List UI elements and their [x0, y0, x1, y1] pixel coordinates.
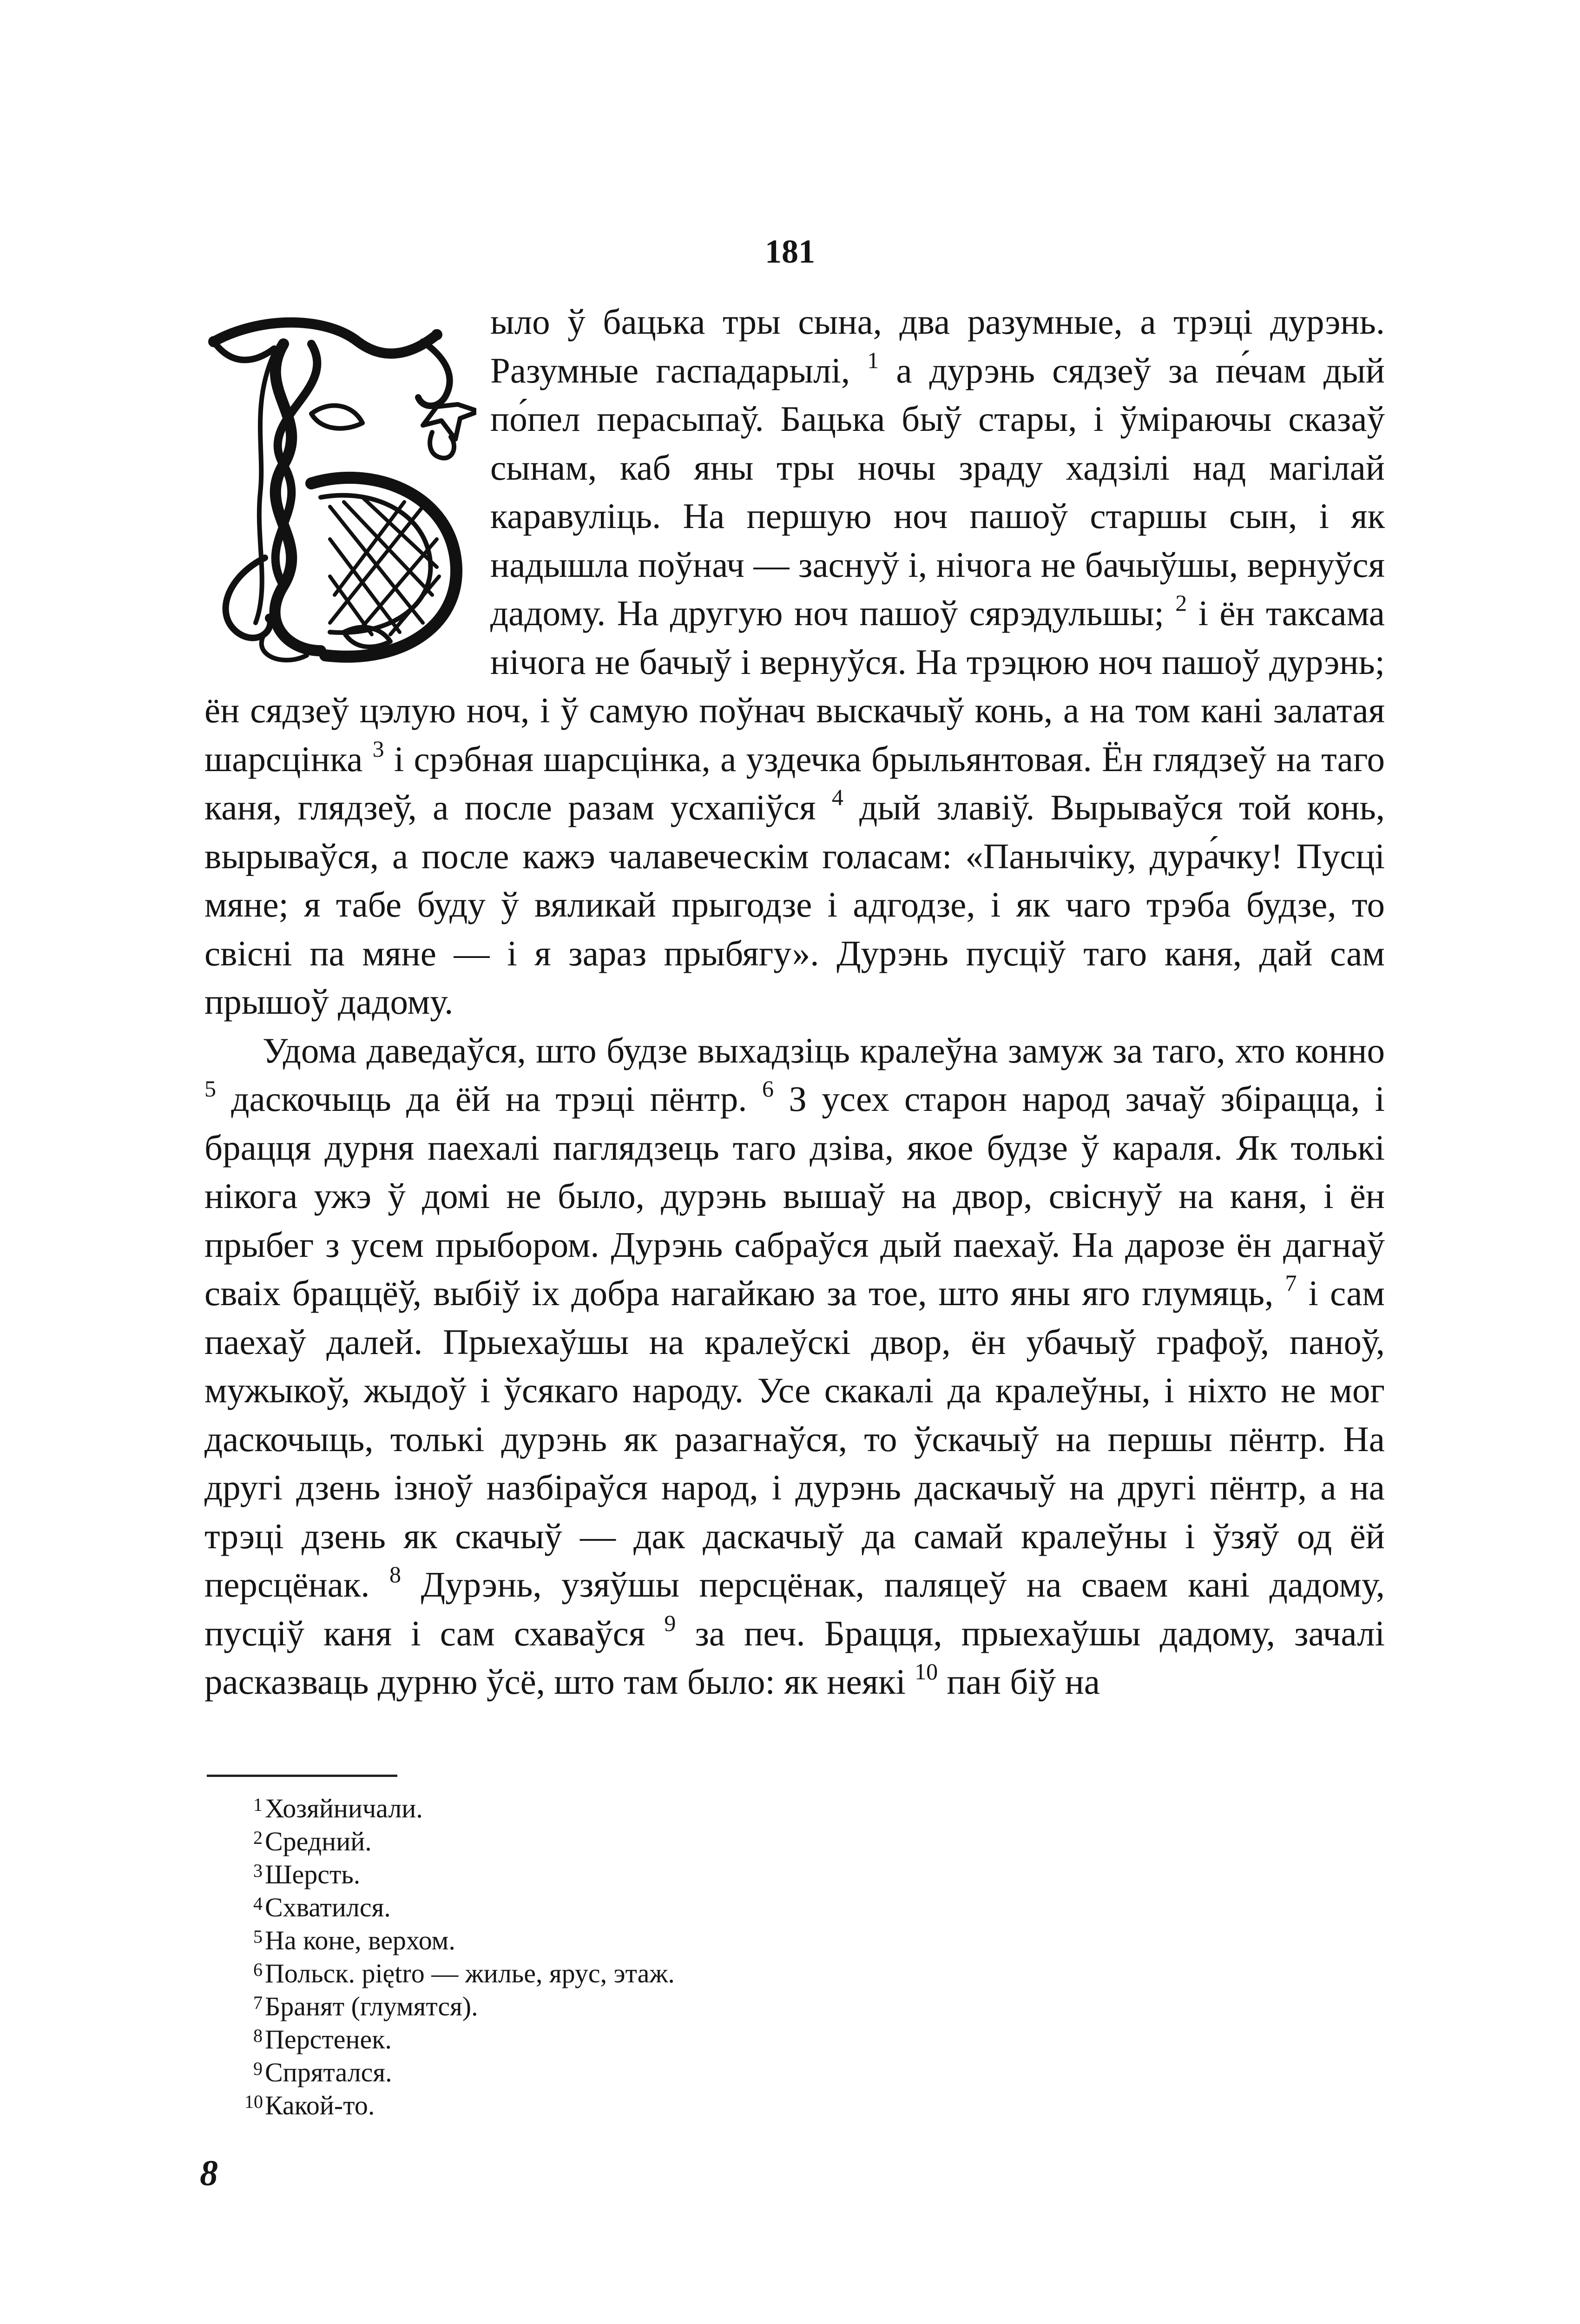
footnote-ref[interactable]: 6 — [762, 1076, 774, 1102]
footnote-item: 10 Какой-то. — [244, 2090, 375, 2120]
footnote-item: 1 Хозяйничали. — [253, 1793, 423, 1823]
footnote-ref[interactable]: 4 — [831, 784, 843, 811]
footnote-item: 3 Шерсть. — [253, 1859, 361, 1889]
footnote-ref[interactable]: 7 — [1285, 1270, 1297, 1296]
footnote-ref[interactable]: 3 — [372, 735, 384, 762]
story-text — [204, 297, 1385, 1706]
footnote-item: 6 Польск. piętro — жилье, ярус, этаж. — [253, 1958, 675, 1988]
footnote-ref[interactable]: 10 — [915, 1658, 938, 1685]
footnote-item: 5 На коне, верхом. — [253, 1925, 455, 1955]
footnote-item: 8 Перстенек. — [253, 2024, 392, 2054]
page-number: 181 — [765, 233, 815, 270]
paragraph-2: Удома даведаўся, што будзе выхадзіць кралеўна замуж за таго, хто конно $^5$ даскочыць да ёй на трэці пёнтр. $^6$ З усех старон народ зачаў збірацца, і брацця дурня паехалі паглядзець таго дзіва, якое будзе ў караля. Як толькі нікога ужэ ў домі не было, дурэнь вышаў на двор, свіснуў на каня, і ён прыбег з усем прыбором. Дурэнь сабраўся дый паехаў. На дарозе ён дагнаў сваіх браццёў, выбіў іх добра нагайкаю за тое, што яны яго глумяць, $^7$ і сам паехаў далей. Прыехаўшы на кралеўскі двор, ён убачыў графоў, паноў, мужыкоў, жыдоў і ўсякаго народу. Усе скакалі да кралеўны, і ніхто не мог даскочыць, толькі дурэнь як разагнаўся, то ўскачыў на першы пёнтр. На другі дзень ізноў назбіраўся народ, і дурэнь даскачыў на другі пёнтр, а на трэці дзень як скачыў — дак даскачыў да самай кралеўны і ўзяў од ёй персцёнак. $^8$ Дурэнь, узяўшы персцёнак, паляцеў на сваем кані дадому, пусціў каня і сам схаваўся $^9$ за печ. Брацця, прыехаўшы дадому, зачалі расказваць дурню ўсё, што там было: як неякі $^{10}$ пан біў на — [204, 1030, 1385, 1702]
footnote-item: 7 Бранят (глумятся). — [253, 1991, 478, 2021]
footnote-list — [244, 1792, 1194, 2122]
footnote-item: 4 Схватился. — [253, 1892, 391, 1922]
footnote-ref[interactable]: 5 — [204, 1076, 216, 1102]
ornate-letter-b-icon — [204, 297, 476, 665]
footnote-ref[interactable]: 9 — [664, 1610, 676, 1636]
footnote-ref[interactable]: 2 — [1175, 590, 1187, 616]
footnote-ref[interactable]: 8 — [389, 1561, 402, 1588]
footnote-item: 9 Спрятался. — [253, 2057, 392, 2087]
paragraph-1: ыло ў бацька тры сына, два разумные, а трэці дурэнь. Разумные гаспадарылі, $^1$ а дурэнь сядзеў за пе́чам дый по́пел перасыпаў. Бацька быў стары, і ўміраючы сказаў сынам, каб яны тры ночы зраду хадзілі над магілай каравуліць. На першую ноч пашоў старшы сын, і як надышла поўнач — заснуў і, нічога не бачыўшы, вернуўся дадому. На другую ноч пашоў сярэдульшы; $^2$ і ён таксама нічога не бачыў і вернуўся. На трэцюю ноч пашоў дурэнь; ён сядзеў цэлую ноч, і ў самую поўнач выскачыў конь, а на том кані залатая шарсцінка $^3$ і срэбная шарсцінка, а уздечка брыльянтовая. Ён глядзеў на таго каня, глядзеў, а после разам усхапіўся $^4$ дый злавіў. Вырываўся той конь, вырываўся, а после кажэ чалавеческім голасам: «Панычіку, дура́чку! Пусці мяне; я табе буду ў вяликай прыгодзе і адгодзе, і як чаго трэба будзе, то свісні па мяне — і я зараз прыбягу». Дурэнь пусціў таго каня, дай сам прышоў дадому. — [204, 297, 1385, 1026]
footnote-ref[interactable]: 1 — [867, 347, 879, 373]
printer-signature-mark: 8 — [200, 2152, 218, 2193]
footnote-item: 2 Средний. — [253, 1826, 372, 1856]
footnote-divider — [207, 1775, 397, 1777]
